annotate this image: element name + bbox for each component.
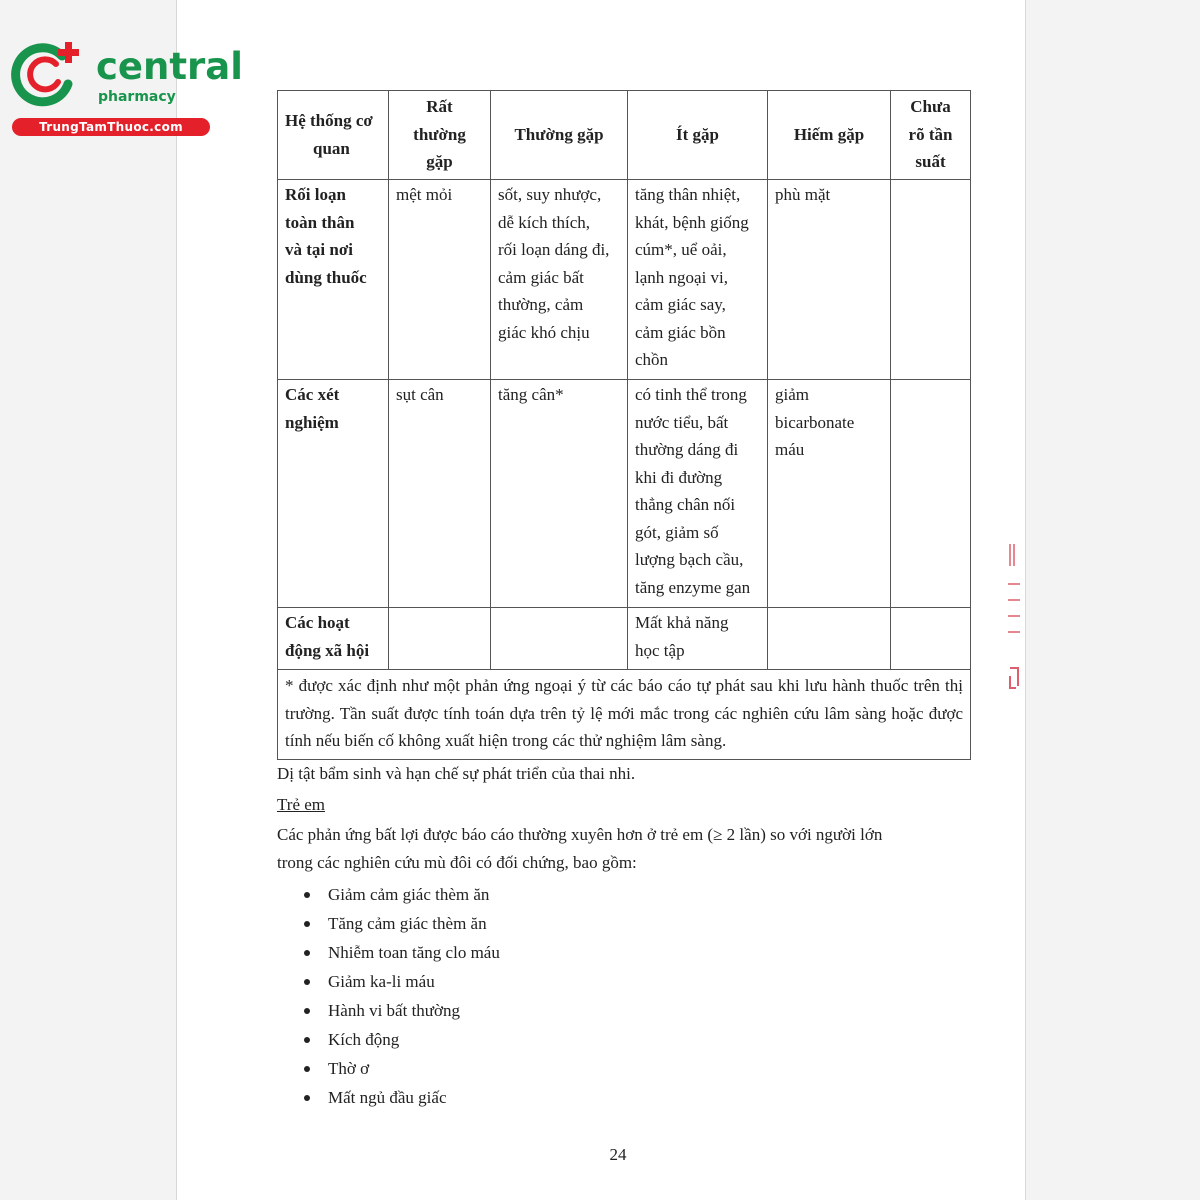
adverse-effects-table [277,90,971,760]
unknown-frequency-cell [891,608,971,670]
children-adverse-list [277,880,500,1112]
very-common-cell: sụt cân [389,380,491,608]
list-item: Hành vi bất thường [277,996,500,1025]
header-very-common: Rất thường gặp [389,91,491,180]
table-footnote: * được xác định như một phản ứng ngoại ý từ các báo cáo tự phát sau khi lưu hành thuốc trên thị trường. Tần suất được tính toán dựa trên tỷ lệ mới mắc trong các nghiên cứu lâm sàng hoặc được tính nếu biến cố không xuất hiện trong các thử nghiệm lâm sàng. [278,670,971,760]
pharmacy-c-icon [10,38,82,110]
stamp-mark-icon [1004,540,1030,690]
rare-cell: giảm bicarbonate máu [768,380,891,608]
list-item: Nhiễm toan tăng clo máu [277,938,500,967]
very-common-cell: mệt mỏi [389,180,491,380]
bullet-icon [304,921,310,927]
footnote-row [278,670,971,760]
logo-subtitle: pharmacy [98,89,176,105]
common-cell [491,608,628,670]
list-item: Kích động [277,1025,500,1054]
organ-system-cell: Các hoạt động xã hội [278,608,389,670]
header-organ-system: Hệ thống cơ quan [278,91,389,180]
bullet-icon [304,1008,310,1014]
header-common: Thường gặp [491,91,628,180]
table-header-row [278,91,971,180]
common-cell: tăng cân* [491,380,628,608]
rare-cell [768,608,891,670]
section-title-children: Trẻ em [277,795,326,814]
central-pharmacy-logo[interactable] [10,38,243,138]
table-row [278,608,971,670]
list-item: Giảm cảm giác thèm ăn [277,880,500,909]
uncommon-cell: tăng thân nhiệt, khát, bệnh giống cúm*, uể oải, lạnh ngoại vi, cảm giác say, cảm giác bồn chồn [628,180,768,380]
page-number: 24 [609,1145,627,1164]
uncommon-cell: có tinh thể trong nước tiểu, bất thường dáng đi khi đi đường thẳng chân nối gót, giảm số lượng bạch cầu, tăng enzyme gan [628,380,768,608]
common-cell: sốt, suy nhược, dễ kích thích, rối loạn dáng đi, cảm giác bất thường, cảm giác khó chịu [491,180,628,380]
logo-badge[interactable]: TrungTamThuoc.com [12,118,210,136]
after-table-text: Dị tật bẩm sinh và hạn chế sự phát triển của thai nhi. [277,764,636,783]
bullet-icon [304,1095,310,1101]
organ-system-cell: Các xét nghiệm [278,380,389,608]
list-item: Giảm ka-li máu [277,967,500,996]
table-row [278,380,971,608]
header-unknown-frequency: Chưa rõ tần suất [891,91,971,180]
organ-system-cell: Rối loạn toàn thân và tại nơi dùng thuốc [278,180,389,380]
bullet-icon [304,950,310,956]
unknown-frequency-cell [891,180,971,380]
header-uncommon: Ít gặp [628,91,768,180]
logo-name: central [96,45,243,88]
intro-paragraph: Các phản ứng bất lợi được báo cáo thường xuyên hơn ở trẻ em (≥ 2 lần) so với người lớn trong các nghiên cứu mù đôi có đối chứng, bao gồm: [277,825,883,872]
uncommon-cell: Mất khả năng học tập [628,608,768,670]
header-rare: Hiếm gặp [768,91,891,180]
very-common-cell [389,608,491,670]
list-item: Thờ ơ [277,1054,500,1083]
rare-cell: phù mặt [768,180,891,380]
bullet-icon [304,979,310,985]
table-row [278,180,971,380]
bullet-icon [304,1066,310,1072]
list-item: Tăng cảm giác thèm ăn [277,909,500,938]
bullet-icon [304,1037,310,1043]
bullet-icon [304,892,310,898]
list-item: Mất ngủ đầu giấc [277,1083,500,1112]
unknown-frequency-cell [891,380,971,608]
